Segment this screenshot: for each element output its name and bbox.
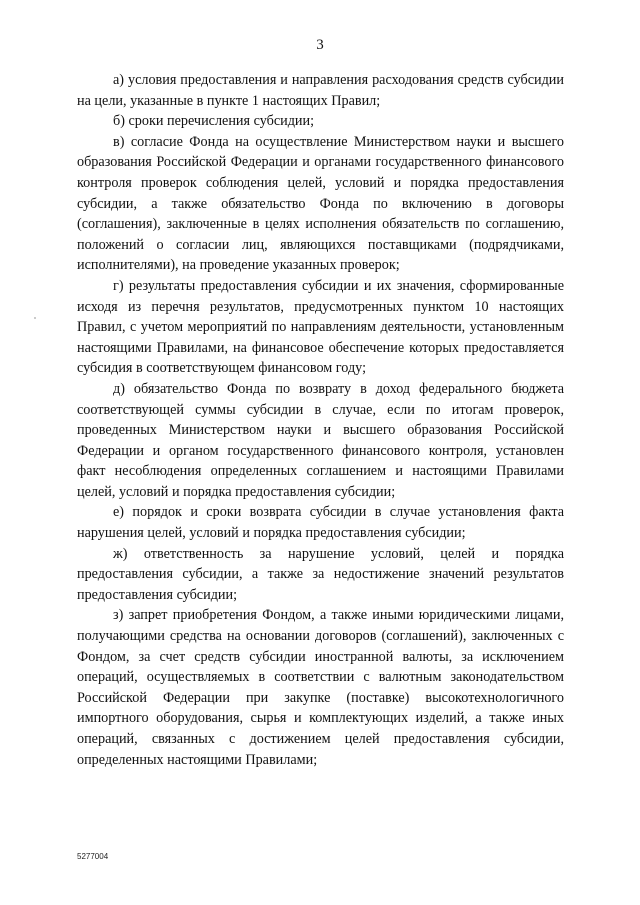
paragraph-g: г) результаты предоставления субсидии и их значения, сформированные исходя из перечня результатов, предусмотренных пунктом 10 настоящих Правил, с учетом мероприятий по направлениям деятельности, установленным настоящими Правилами, на финансовое обеспечение которых предоставляется субсидия в соответствующем финансовом году; [77, 277, 564, 377]
paragraph-z: з) запрет приобретения Фондом, а также иными юридическими лицами, получающими средства на основании договоров (соглашений), заключенных с Фондом, за счет средств субсидии иностранной валюты, за исключением операций, осуществляемых в соответствии с валютным законодательством Российской Федерации при закупке (поставке) высокотехнологичного импортного оборудования, сырья и комплектующих изделий, а также иных операций, связанных с достижением целей предоставления субсидии, определенных настоящими Правилами; [77, 607, 564, 768]
paragraph-zh: ж) ответственность за нарушение условий, целей и порядка предоставления субсидии, а также за недостижение значений результатов предоставления субсидии; [77, 545, 564, 603]
paragraph-a: а) условия предоставления и направления расходования средств субсидии на цели, указанные в пункте 1 настоящих Правил; [77, 72, 564, 109]
paragraph-d: д) обязательство Фонда по возврату в доход федерального бюджета соответствующей суммы субсидии в случае, если по итогам проверок, проведенных Министерством науки и высшего образования Российской Федерации и органом государственного финансового контроля, установлен факт несоблюдения определенных соглашением и настоящими Правилами целей, условий и порядка предоставления субсидии; [77, 380, 564, 500]
document-body [77, 70, 564, 770]
paragraph-b: б) сроки перечисления субсидии; [113, 113, 315, 130]
page-number: 3 [316, 37, 324, 53]
paragraph-e: е) порядок и сроки возврата субсидии в случае установления факта нарушения целей, условий и порядка предоставления субсидии; [77, 504, 564, 542]
document-code: 5277004 [77, 852, 109, 861]
margin-mark [34, 317, 36, 319]
paragraph-v: в) согласие Фонда на осуществление Министерством науки и высшего образования Российской Федерации и органами государственного финансового контроля проверок соблюдения целей, условий и порядка предоставления субсидии, а также обязательство Фонда по включению в договоры (соглашения), заключенные в целях исполнения обязательств по соглашению, положений о согласии лиц, являющихся поставщиками (подрядчиками, исполнителями), на проведение указанных проверок; [77, 133, 564, 274]
